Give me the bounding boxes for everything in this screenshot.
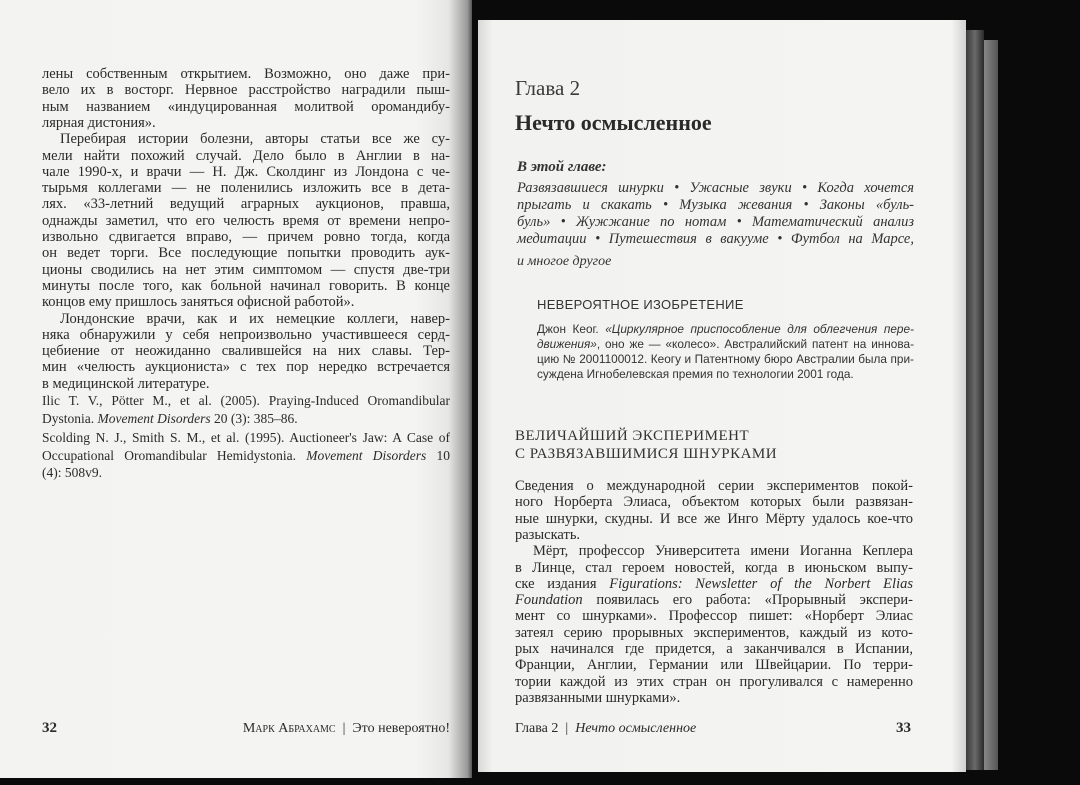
reference-line: (4): 508v9. xyxy=(42,465,102,480)
page-stack-edge xyxy=(984,40,998,770)
page-number-right: 33 xyxy=(896,720,911,736)
running-head-chapter-title: Нечто осмысленное xyxy=(575,721,697,736)
body-line: лях. «33-летний ведущий аграрных аукционов, правша, xyxy=(42,196,450,213)
page-stack-edge xyxy=(966,30,984,770)
body-line: Перебирая истории болезни, авторы статьи все же су- xyxy=(60,131,450,148)
section-heading-line-1: ВЕЛИЧАЙШИЙ ЭКСПЕРИМЕНТ xyxy=(515,428,750,444)
body-line: он ведет торги. Все последующие попытки проводить аук- xyxy=(42,245,450,262)
body-line: концов ему пришлось заняться офисной работой». xyxy=(42,294,355,311)
body-line: ные шнурки, скудны. И все же Инго Мёрту удалось кое-что xyxy=(515,510,913,527)
chapter-label: Глава 2 xyxy=(515,76,581,100)
body-line: мин «челюсть аукциониста» с тех пор нередко встречается xyxy=(42,359,450,376)
chapter-title: Нечто осмысленное xyxy=(515,110,712,135)
body-line: ске издания Figurations: Newsletter of the Norbert Elias xyxy=(515,575,913,592)
in-chapter-topic-line: медитации • Путешествия в вакууме • Футбол на Марсе, xyxy=(517,231,914,247)
in-chapter-topic-line: буль» • Жужжание по нотам • Математический анализ xyxy=(517,214,914,230)
body-line: однажды заметил, что его челюсть время от времени непро- xyxy=(42,212,450,229)
body-line: Сведения о международной серии экспериментов покой- xyxy=(515,478,913,494)
body-line: вело их в восторг. Нервное расстройство наградили пыш- xyxy=(42,82,450,99)
reference-text: Occupational Oromandibular Hemidystonia. xyxy=(42,447,297,463)
reference-line: Scolding N. J., Smith S. M., et al. (1995). Auctioneer's Jaw: A Case of xyxy=(42,430,450,445)
reference-line xyxy=(42,410,450,427)
running-head-chapter: Глава 2 xyxy=(515,721,559,736)
reference-line xyxy=(42,447,450,464)
body-line: разыскать. xyxy=(515,526,581,543)
running-head-divider: | xyxy=(342,721,346,736)
body-line: Foundation появилась его работа: «Прорывный экспери- xyxy=(515,592,913,609)
in-chapter-topic-line: прыгать и скакать • Музыка жевания • Законы «буль- xyxy=(517,197,914,213)
body-line: ного Норберта Элиаса, объектом которых были развязан- xyxy=(515,494,913,511)
body-line: в Линце, стал героем новостей, когда в июньском выпу- xyxy=(515,559,913,576)
running-head-author: Марк Абрахамс xyxy=(242,721,336,736)
running-head-divider: | xyxy=(565,721,569,736)
body-line: рых начинался где придется, а заканчивался в Испании, xyxy=(515,641,913,657)
in-chapter-tail: и многое другое xyxy=(517,254,612,269)
invention-line: Джон Кеог. «Циркулярное приспособление для облегчения пере- xyxy=(537,322,914,336)
in-chapter-topic-line: Развязавшиеся шнурки • Ужасные звуки • Когда хочется xyxy=(517,180,914,196)
body-line: лены собственным открытием. Возможно, оно даже при- xyxy=(42,66,450,82)
body-line: цебиение от неожиданно свалившейся на них славы. Тер- xyxy=(42,343,450,360)
invention-line: суждена Игнобелевская премия по технологии 2001 года. xyxy=(537,367,854,381)
reference-text: Dystonia. xyxy=(42,410,95,426)
body-line: ционы сводились на нет этим симптомом — спустя две-три xyxy=(42,261,450,278)
body-line: мент со шнурками». Профессор пишет: «Норберт Элиас xyxy=(515,608,913,625)
section-heading-line-2: С РАЗВЯЗАВШИМИСЯ ШНУРКАМИ xyxy=(515,446,778,462)
invention-line: цию № 2001100012. Кеогу и Патентному бюро Австралии была при- xyxy=(537,352,914,366)
body-line: Франции, Англии, Германии или Швейцарии. По терри- xyxy=(515,657,913,674)
body-line: затеял серию прорывных экспериментов, каждый из кото- xyxy=(515,624,913,641)
invention-line: движения», оно же — «колесо». Австралийский патент на иннова- xyxy=(537,337,914,351)
reference-tail: 20 (3): 385–86. xyxy=(210,410,298,426)
body-line: Лондонские врачи, как и их немецкие коллеги, навер- xyxy=(60,310,450,327)
body-line: ным названием «индуцированная молитвой оромандибу- xyxy=(42,98,450,115)
body-line: минуты после того, как больной начинал говорить. В конце xyxy=(42,277,450,294)
body-line: мели найти похожий случай. Дело было в Англии в на- xyxy=(42,147,450,164)
in-chapter-label: В этой главе: xyxy=(517,159,607,175)
body-line: няка обнаружили у себя непроизвольно участившееся серд- xyxy=(42,326,450,343)
body-line: чале 1990-х, и врачи — Н. Дж. Сколдинг из Лондона с че- xyxy=(42,163,450,180)
reference-line: Ilic T. V., Pötter M., et al. (2005). Praying-Induced Oromandibular xyxy=(42,393,450,408)
body-line: извольно сдвигается вправо, — причем ровно тогда, когда xyxy=(42,229,450,245)
running-head-left xyxy=(243,720,450,737)
body-line: развязанными шнурками». xyxy=(515,689,681,706)
invention-heading: НЕВЕРОЯТНОЕ ИЗОБРЕТЕНИЕ xyxy=(537,297,744,312)
body-line: лярная дистония». xyxy=(42,114,156,131)
body-line: Мёрт, профессор Университета имени Иоганна Кеплера xyxy=(533,543,913,560)
reference-tail: 10 xyxy=(426,447,451,463)
body-line: тырьмя коллегами — не поленились изложить все в дета- xyxy=(42,180,450,197)
reference-journal: Movement Disorders xyxy=(306,447,427,463)
body-line: в медицинской литературе. xyxy=(42,375,210,392)
reference-journal: Movement Disorders xyxy=(97,410,211,426)
body-line: тории каждой из этих стран он прогуливался с намеренно xyxy=(515,673,913,690)
running-head-book-title: Это невероятно! xyxy=(352,721,450,736)
page-number-left: 32 xyxy=(42,720,57,736)
running-head-right xyxy=(515,720,696,737)
